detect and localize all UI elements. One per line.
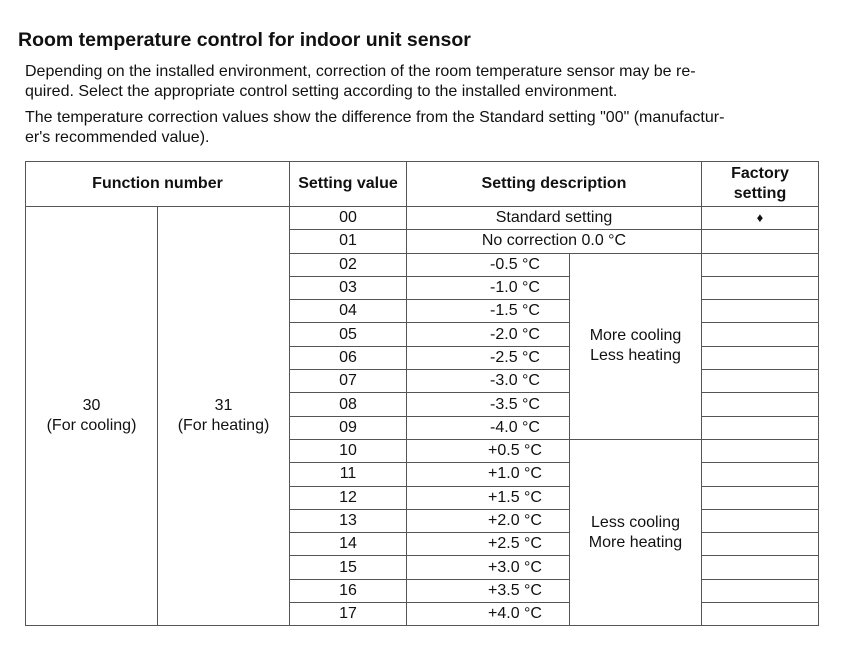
group-positive-line1: Less cooling (591, 513, 680, 531)
setting-description-cell: -3.0 °C (407, 370, 570, 393)
intro-line: quired. Select the appropriate control setting according to the installed environment. (25, 83, 618, 100)
setting-description-cell: +1.5 °C (407, 486, 570, 509)
setting-value-cell: 02 (290, 253, 407, 276)
factory-setting-cell (702, 439, 819, 462)
setting-description-cell: -1.0 °C (407, 276, 570, 299)
setting-value-cell: 11 (290, 463, 407, 486)
factory-setting-header-line1: Factory (731, 165, 789, 182)
setting-description-cell: -1.5 °C (407, 300, 570, 323)
setting-description-cell: No correction 0.0 °C (407, 230, 702, 253)
setting-value-cell: 06 (290, 346, 407, 369)
factory-setting-cell (702, 207, 819, 230)
group-negative-line2: Less heating (590, 347, 681, 365)
setting-description-cell: +2.5 °C (407, 533, 570, 556)
intro-line: Depending on the installed environment, correction of the room temperature sensor may be re- (25, 63, 696, 80)
factory-setting-cell (702, 370, 819, 393)
factory-setting-cell (702, 230, 819, 253)
factory-setting-cell (702, 323, 819, 346)
factory-setting-cell (702, 533, 819, 556)
setting-value-cell: 08 (290, 393, 407, 416)
setting-description-cell: -2.5 °C (407, 346, 570, 369)
setting-value-cell: 07 (290, 370, 407, 393)
setting-value-cell: 03 (290, 276, 407, 299)
function-heating-number: 31 (214, 397, 233, 415)
setting-description-cell: +0.5 °C (407, 439, 570, 462)
note-line: er's recommended value). (25, 129, 210, 146)
page-title: Room temperature control for indoor unit sensor (18, 29, 471, 51)
factory-setting-cell (702, 486, 819, 509)
setting-value-cell: 17 (290, 603, 407, 626)
setting-description-cell: +2.0 °C (407, 509, 570, 532)
setting-value-cell: 15 (290, 556, 407, 579)
setting-value-header: Setting value (290, 162, 407, 207)
factory-setting-cell (702, 346, 819, 369)
function-heating-cell (158, 207, 290, 626)
setting-value-cell: 01 (290, 230, 407, 253)
group-positive-cell (570, 439, 702, 625)
setting-description-cell: -4.0 °C (407, 416, 570, 439)
setting-value-cell: 16 (290, 579, 407, 602)
factory-setting-cell (702, 463, 819, 486)
group-positive-line2: More heating (588, 533, 683, 551)
factory-setting-cell (702, 416, 819, 439)
factory-setting-header (702, 162, 819, 207)
settings-table (25, 161, 819, 626)
table-header-row (26, 162, 819, 207)
factory-setting-cell (702, 300, 819, 323)
setting-description-cell: +3.5 °C (407, 579, 570, 602)
factory-setting-cell (702, 393, 819, 416)
factory-setting-cell (702, 603, 819, 626)
setting-value-cell: 05 (290, 323, 407, 346)
setting-value-cell: 12 (290, 486, 407, 509)
function-heating-label: (For heating) (177, 417, 270, 435)
factory-setting-cell (702, 509, 819, 532)
setting-description-cell: Standard setting (407, 207, 702, 230)
setting-value-cell: 04 (290, 300, 407, 323)
intro-paragraph (25, 62, 785, 102)
function-cooling-number: 30 (82, 397, 101, 415)
setting-value-cell: 13 (290, 509, 407, 532)
factory-setting-cell (702, 276, 819, 299)
function-cooling-label: (For cooling) (46, 417, 137, 435)
setting-description-cell: +1.0 °C (407, 463, 570, 486)
setting-value-cell: 10 (290, 439, 407, 462)
diamond-icon: ♦ (756, 210, 764, 226)
setting-value-cell: 09 (290, 416, 407, 439)
factory-setting-cell (702, 556, 819, 579)
setting-description-cell: -0.5 °C (407, 253, 570, 276)
setting-description-cell: -3.5 °C (407, 393, 570, 416)
factory-setting-cell (702, 579, 819, 602)
setting-description-cell: -2.0 °C (407, 323, 570, 346)
setting-description-cell: +3.0 °C (407, 556, 570, 579)
setting-description-header: Setting description (407, 162, 702, 207)
table-row (26, 207, 819, 230)
function-cooling-cell (26, 207, 158, 626)
setting-description-cell: +4.0 °C (407, 603, 570, 626)
group-negative-line1: More cooling (589, 327, 682, 345)
function-number-header: Function number (26, 162, 290, 207)
setting-value-cell: 00 (290, 207, 407, 230)
group-negative-cell (570, 253, 702, 439)
note-paragraph (25, 108, 785, 148)
note-line: The temperature correction values show the difference from the Standard setting "00" (manufactur- (25, 109, 725, 126)
setting-value-cell: 14 (290, 533, 407, 556)
factory-setting-header-line2: setting (733, 185, 787, 202)
factory-setting-cell (702, 253, 819, 276)
